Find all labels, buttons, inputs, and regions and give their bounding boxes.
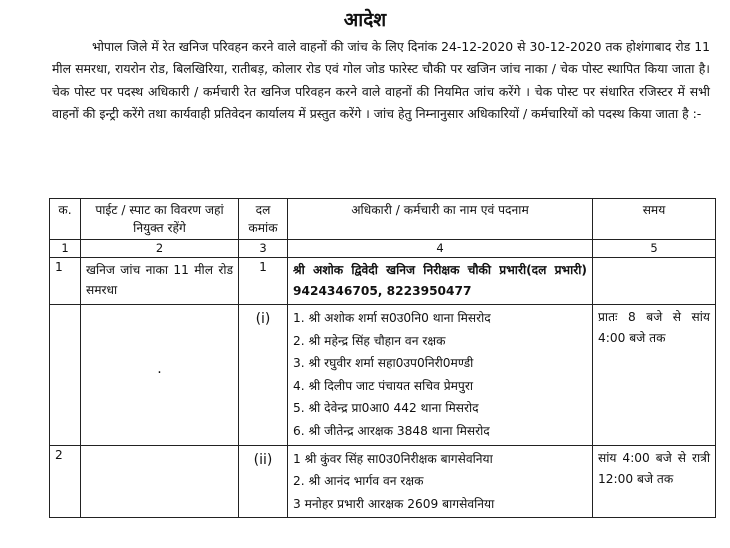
member-name: 6. श्री जीतेन्द्र आरक्षक 3848 थाना मिसरोद (293, 423, 490, 438)
header-officials: अधिकारी / कर्मचारी का नाम एवं पदनाम (288, 199, 593, 240)
member-name: 2. श्री महेन्द्र सिंह चौहान वन रक्षक (293, 333, 446, 348)
row-point-dot: · (81, 305, 239, 446)
row-lead-officer: श्री अशोक द्विवेदी खनिज निरीक्षक चौकी प्रभारी(दल प्रभारी) 9424346705, 8223950477 (288, 258, 593, 305)
member-name: 1. श्री अशोक शर्मा स0उ0नि0 थाना मिसरोद (293, 311, 491, 325)
member-name: 3. श्री रघुवीर शर्मा सहा0उप0निरी0मण्डी (293, 356, 474, 371)
col-number: 4 (288, 240, 593, 258)
col-number: 2 (81, 240, 239, 258)
column-number-row (50, 240, 716, 258)
intro-text: भोपाल जिले में रेत खनिज परिवहन करने वाले वाहनों की जांच के लिए दिनांक 24-12-2020 से 30-12-2020 तक होशंगाबाद रोड 11 मील समरधा, रायरोन रोड, बिलखिरिया, रातीबड़, कोलार रोड एवं गोल जोड फारेस्ट चौकी पर खजिन जांच नाका / चेक पोस्ट स्थापित किया जाता है। चेक पोस्ट पर पदस्थ अधिकारी / कर्मचारी रेत खनिज परिवहन करने वाले वाहनों की नियमित जांच करेंगे । चेक पोस्ट पर संधारित रजिस्टर में सभी वाहनों की इन्ट्री करेंगे तथा कार्यवाही प्रतिवेदन कार्यालय में प्रस्तुत करेंगे । जांच हेतु निम्नानुसार अधिकारियों / कर्मचारियों को पदस्थ किया जाता है :- (52, 39, 710, 122)
row-point-empty (81, 445, 239, 518)
row-point: खनिज जांच नाका 11 मील रोड समरधा (81, 258, 239, 305)
duty-table (49, 198, 716, 518)
row-serial: 2 (50, 445, 81, 518)
col-number: 5 (593, 240, 716, 258)
table-row (50, 258, 716, 305)
row-serial: 1 (50, 258, 81, 305)
header-point: पाईट / स्पाट का विवरण जहां नियुक्त रहेंगे (81, 199, 239, 240)
row-crew: (i) (239, 305, 288, 446)
header-serial: क. (50, 199, 81, 240)
col-number: 3 (239, 240, 288, 258)
row-time: सांय 4:00 बजे से रात्री 12:00 बजे तक (593, 445, 716, 518)
table-header-row (50, 199, 716, 240)
row-time: प्रातः 8 बजे से सांय 4:00 बजे तक (593, 305, 716, 446)
row-serial-empty (50, 305, 81, 446)
header-crew: दल कमांक (239, 199, 288, 240)
table-row (50, 445, 716, 518)
member-name: 1 श्री कुंवर सिंह सा0उ0निरीक्षक बागसेवनिया (293, 451, 493, 466)
member-name: 5. श्री देवेन्द्र प्रा0आ0 442 थाना मिसरोद (293, 401, 479, 416)
row-members (288, 445, 593, 518)
table-row (50, 305, 716, 446)
col-number: 1 (50, 240, 81, 258)
row-crew: (ii) (239, 445, 288, 518)
row-members (288, 305, 593, 446)
header-time: समय (593, 199, 716, 240)
order-intro-paragraph (52, 36, 710, 126)
member-name: 2. श्री आनंद भार्गव वन रक्षक (293, 474, 424, 489)
member-name: 3 मनोहर प्रभारी आरक्षक 2609 बागसेवनिया (293, 496, 495, 511)
member-name: 4. श्री दिलीप जाट पंचायत सचिव प्रेमपुरा (293, 378, 474, 393)
page-title: आदेश (343, 9, 387, 31)
row-crew: 1 (239, 258, 288, 305)
row-time-empty (593, 258, 716, 305)
